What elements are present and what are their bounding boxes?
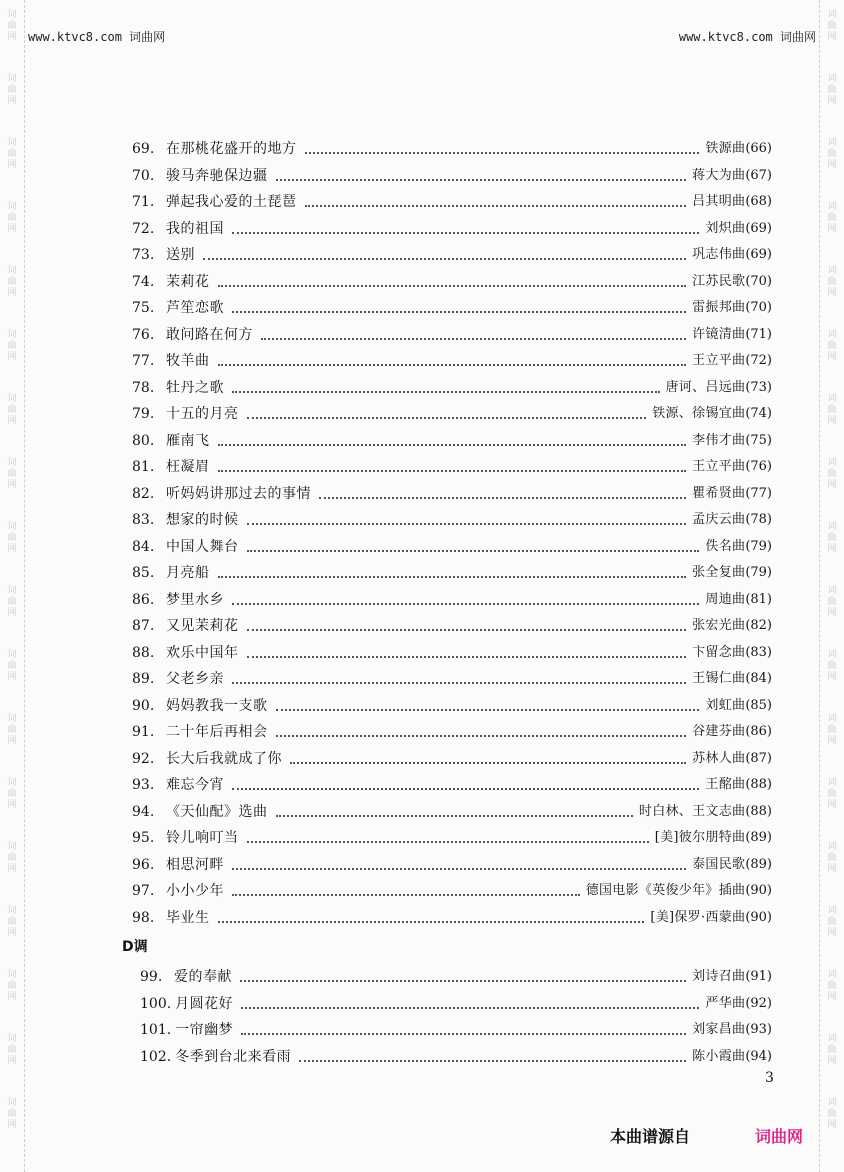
toc-entry-composer: 陈小霞曲 [692,1048,746,1064]
toc-entry-title: 牧羊曲 [166,353,210,369]
toc-entry-number: 89. [132,671,155,687]
toc-entry-page: (73) [745,379,772,395]
toc-entry[interactable] [132,795,772,821]
toc-entry-number: 86. [132,591,155,608]
toc-leader-dots [232,868,686,870]
toc-entry-title: 听妈妈讲那过去的事情 [166,485,311,502]
toc-entry-title: 爱的奉献 [174,969,232,985]
toc-entry-number: 88. [132,644,155,661]
toc-entry-number: 93. [132,777,155,793]
toc-leader-dots [232,391,660,393]
toc-entry-title: 茉莉花 [166,273,210,290]
margin-watermark: 词曲网 [7,138,17,170]
toc-entry[interactable] [132,159,772,185]
toc-entry-title: 我的祖国 [166,220,224,237]
toc-entry-page: (93) [745,1022,772,1037]
toc-entry-composer: 刘家昌曲 [692,1022,746,1037]
toc-entry[interactable] [132,291,772,317]
margin-watermark: 词曲网 [7,906,17,938]
toc-entry[interactable] [132,265,772,291]
toc-leader-dots [218,921,645,923]
toc-leader-dots [232,232,699,234]
margin-watermark: 词曲网 [827,522,837,554]
toc-entry-page: (77) [745,485,772,501]
toc-entry-page: (87) [745,750,772,766]
toc-entry-number: 80. [132,432,155,449]
margin-watermark: 词曲网 [7,1034,17,1066]
toc-entry-page: (70) [745,300,772,315]
margin-watermark: 词曲网 [827,202,837,234]
toc-entry-composer: 瞿希贤曲 [692,485,746,501]
toc-leader-dots [305,152,700,154]
toc-entry[interactable] [132,848,772,874]
toc-entry[interactable] [140,1040,772,1066]
toc-entry-composer: 铁源曲 [705,141,746,156]
toc-entry-page: (90) [745,883,772,898]
toc-entry-number: 74. [132,273,155,290]
toc-leader-dots [218,285,687,287]
toc-entry-composer: 许镜清曲 [692,326,746,342]
toc-entry-title: 骏马奔驰保边疆 [166,167,268,184]
toc-entry-title: 《天仙配》选曲 [166,803,268,820]
toc-entry-composer: 张全复曲 [692,565,746,580]
margin-watermark: 词曲网 [827,650,837,682]
toc-entry[interactable] [132,821,772,847]
toc-leader-dots [290,762,686,764]
toc-entry-page: (85) [745,697,772,713]
toc-entry-number: 73. [132,247,155,263]
margin-watermark: 词曲网 [7,266,17,298]
toc-entry-composer: 佚名曲 [705,538,746,554]
toc-leader-dots [203,258,686,260]
toc-entry-page: (69) [745,247,772,262]
margin-watermark: 词曲网 [827,778,837,810]
toc-entry-composer: 刘虹曲 [705,697,746,713]
toc-entry-number: 71. [132,194,155,210]
toc-entry-page: (66) [745,141,772,156]
toc-entry-title: 又见茉莉花 [166,618,239,634]
toc-entry-number: 85. [132,565,155,581]
margin-watermark: 词曲网 [7,330,17,362]
margin-watermark: 词曲网 [7,74,17,106]
toc-entry-composer: 王酩曲 [705,777,746,792]
toc-entry-title: 冬季到台北来看雨 [175,1048,292,1065]
toc-entry-number: 97. [132,883,155,899]
toc-entry[interactable] [132,768,772,794]
toc-leader-dots [218,470,687,472]
toc-entry-number: 70. [132,167,155,184]
toc-leader-dots [247,417,647,419]
toc-entry-title: 十五的月亮 [166,406,239,422]
toc-entry-number: 82. [132,485,155,502]
toc-entry-composer: 泰国民歌 [692,856,746,872]
toc-entry[interactable] [132,318,772,344]
toc-leader-dots [299,1060,686,1062]
margin-watermark: 词曲网 [827,138,837,170]
margin-watermark: 词曲网 [827,586,837,618]
margin-watermark: 词曲网 [7,650,17,682]
margin-watermark: 词曲网 [827,394,837,426]
toc-leader-dots [276,709,700,711]
toc-entry-composer: 严华曲 [705,995,746,1011]
toc-entry-title: 雁南飞 [166,432,210,449]
toc-entry-number: 79. [132,406,155,422]
margin-watermark: 词曲网 [7,778,17,810]
toc-entry-number: 81. [132,459,155,475]
toc-leader-dots [232,788,699,790]
toc-entry-number: 100. [140,995,172,1012]
footer-brand[interactable]: 词曲网 [755,1127,804,1146]
toc-entry-number: 84. [132,538,155,555]
toc-leader-dots [247,550,700,552]
toc-entry-composer: 卞留念曲 [692,644,746,660]
toc-entry-composer: 李伟才曲 [692,432,746,448]
toc-entry-page: (84) [745,671,772,686]
left-margin-rail [0,0,25,1172]
toc-entry-page: (78) [745,512,772,527]
toc-entry-number: 69. [132,141,155,157]
toc-entry-page: (79) [745,565,772,580]
toc-entry[interactable] [132,132,772,158]
header-url-left[interactable]: www.ktvc8.com 词曲网 [28,30,166,44]
toc-entry-composer: 苏林人曲 [692,750,746,766]
margin-watermark: 词曲网 [827,842,837,874]
toc-entry-composer: 江苏民歌 [692,273,746,289]
toc-entry-composer: 刘诗召曲 [692,969,746,984]
toc-entry-page: (94) [745,1048,772,1064]
toc-entry-title: 梦里水乡 [166,591,224,608]
toc-entry-title: 敢问路在何方 [166,326,253,343]
toc-leader-dots [276,179,687,181]
toc-entry-page: (86) [745,724,772,739]
toc-entry-page: (91) [745,969,772,984]
toc-entry-number: 99. [140,969,163,985]
toc-entry[interactable] [132,636,772,662]
header-url-right[interactable]: www.ktvc8.com 词曲网 [678,30,816,44]
toc-leader-dots [218,576,687,578]
toc-leader-dots [240,980,686,982]
toc-entry-page: (81) [745,591,772,607]
toc-entry-title: 相思河畔 [166,856,224,873]
toc-entry[interactable] [132,371,772,397]
toc-entry-number: 72. [132,220,155,237]
margin-watermark: 词曲网 [7,970,17,1002]
margin-watermark: 词曲网 [7,1098,17,1130]
toc-entry[interactable] [132,424,772,450]
toc-entry[interactable] [132,609,772,635]
toc-entry[interactable] [132,185,772,211]
toc-entry-title: 妈妈教我一支歌 [166,697,268,714]
margin-watermark: 词曲网 [7,202,17,234]
margin-watermark: 词曲网 [827,1098,837,1130]
toc-leader-dots [247,523,687,525]
toc-entry[interactable] [132,238,772,264]
margin-watermark: 词曲网 [7,394,17,426]
toc-leader-dots [247,629,687,631]
toc-entry-number: 95. [132,830,155,846]
toc-entry-page: (82) [745,618,772,633]
toc-entry[interactable] [132,530,772,556]
toc-entry[interactable] [132,450,772,476]
margin-watermark: 词曲网 [827,906,837,938]
toc-entry-title: 毕业生 [166,909,210,926]
toc-entry-number: 92. [132,750,155,767]
toc-entry-composer: 王锡仁曲 [692,671,746,686]
toc-entry-page: (90) [745,909,772,925]
toc-entry[interactable] [140,960,772,986]
toc-leader-dots [241,1007,699,1009]
toc-leader-dots [305,205,687,207]
margin-watermark: 词曲网 [827,1034,837,1066]
toc-entry-composer: [美]保罗·西蒙曲 [650,909,746,925]
toc-entry-title: 小小少年 [166,883,224,899]
toc-entry-title: 铃儿响叮当 [166,830,239,846]
margin-watermark: 词曲网 [827,74,837,106]
toc-entry-composer: 周迪曲 [705,591,746,607]
toc-entry-composer: 雷振邦曲 [692,300,746,315]
toc-entry-composer: 吕其明曲 [692,194,746,209]
toc-leader-dots [232,603,699,605]
toc-entry-page: (89) [745,830,772,845]
toc-entry-title: 弹起我心爱的土琵琶 [166,194,297,210]
toc-entry-composer: 蒋大为曲 [692,167,746,183]
toc-entry-number: 91. [132,724,155,740]
toc-entry[interactable] [132,397,772,423]
toc-entry-title: 中国人舞台 [166,538,239,555]
toc-entry[interactable] [132,344,772,370]
toc-entry[interactable] [140,987,772,1013]
toc-entry-page: (70) [745,273,772,289]
toc-entry-page: (88) [745,777,772,792]
margin-watermark: 词曲网 [827,330,837,362]
margin-watermark: 词曲网 [7,522,17,554]
toc-entry[interactable] [132,715,772,741]
margin-watermark: 词曲网 [7,842,17,874]
toc-entry-composer: 巩志伟曲 [692,247,746,262]
toc-entry-title: 芦笙恋歌 [166,300,224,316]
toc-entry-title: 一帘幽梦 [175,1022,234,1038]
toc-entry[interactable] [132,901,772,927]
toc-leader-dots [232,311,686,313]
margin-watermark: 词曲网 [7,586,17,618]
toc-leader-dots [218,364,687,366]
margin-watermark: 词曲网 [827,266,837,298]
toc-leader-dots [232,682,686,684]
toc-entry[interactable] [132,503,772,529]
toc-entry[interactable] [132,212,772,238]
toc-entry-composer: [美]彼尔朋特曲 [654,830,746,845]
toc-entry-page: (72) [745,353,772,368]
footer-source-note: 本曲谱源自 [610,1127,691,1146]
toc-entry-composer: 唐诃、吕远曲 [665,379,746,395]
toc-entry-composer: 孟庆云曲 [692,512,746,527]
toc-entry-page: (71) [745,326,772,342]
toc-leader-dots [218,444,687,446]
toc-entry-number: 101. [140,1022,172,1038]
toc-entry[interactable] [132,874,772,900]
toc-entry-title: 长大后我就成了你 [166,750,282,767]
toc-leader-dots [247,841,649,843]
toc-entry-number: 83. [132,512,155,528]
toc-entry-composer: 谷建芬曲 [692,724,746,739]
toc-entry-title: 难忘今宵 [166,777,224,793]
toc-entry-title: 欢乐中国年 [166,644,239,661]
toc-entry-composer: 铁源、徐锡宜曲 [652,406,746,421]
toc-entry-title: 牡丹之歌 [166,379,224,396]
toc-entry-number: 96. [132,856,155,873]
toc-entry-page: (69) [745,220,772,236]
toc-entry-number: 98. [132,909,155,926]
toc-entry-title: 二十年后再相会 [166,724,268,740]
toc-leader-dots [241,1033,686,1035]
margin-watermark: 词曲网 [827,10,837,42]
section-label-d-key: D调 [122,939,148,955]
toc-leader-dots [319,497,686,499]
toc-entry[interactable] [132,662,772,688]
toc-entry-composer: 时白林、王文志曲 [638,803,746,819]
toc-entry-page: (75) [745,432,772,448]
toc-entry[interactable] [132,556,772,582]
toc-entry-page: (67) [745,167,772,183]
toc-entry-number: 77. [132,353,155,369]
margin-watermark: 词曲网 [827,458,837,490]
toc-entry-number: 76. [132,326,155,343]
toc-entry-title: 月亮船 [166,565,210,581]
toc-entry-title: 枉凝眉 [166,459,210,475]
page-number: 3 [765,1070,774,1086]
right-margin-rail [819,0,844,1172]
toc-entry-title: 在那桃花盛开的地方 [166,141,297,157]
toc-entry-composer: 刘炽曲 [705,220,746,236]
toc-leader-dots [232,894,580,896]
toc-entry-number: 90. [132,697,155,714]
toc-entry-page: (83) [745,644,772,660]
toc-entry-composer: 王立平曲 [692,353,746,368]
margin-watermark: 词曲网 [7,458,17,490]
toc-entry-number: 102. [140,1048,172,1065]
margin-watermark: 词曲网 [827,714,837,746]
toc-leader-dots [261,338,686,340]
toc-entry-number: 75. [132,300,155,316]
toc-entry-page: (76) [745,459,772,474]
toc-entry[interactable] [132,477,772,503]
toc-entry-page: (79) [745,538,772,554]
toc-leader-dots [276,735,687,737]
toc-entry-number: 78. [132,379,155,396]
toc-entry-composer: 王立平曲 [692,459,746,474]
toc-entry-number: 87. [132,618,155,634]
toc-entry[interactable] [132,689,772,715]
toc-entry-page: (74) [745,406,772,421]
toc-entry[interactable] [132,583,772,609]
margin-watermark: 词曲网 [7,10,17,42]
toc-entry-page: (88) [745,803,772,819]
toc-entry-composer: 张宏光曲 [692,618,746,633]
toc-entry-title: 想家的时候 [166,512,239,528]
toc-entry-page: (68) [745,194,772,209]
margin-watermark: 词曲网 [7,714,17,746]
toc-entry-page: (92) [745,995,772,1011]
toc-entry-number: 94. [132,803,155,820]
toc-entry-title: 父老乡亲 [166,671,224,687]
toc-leader-dots [276,815,633,817]
toc-entry-page: (89) [745,856,772,872]
toc-entry-composer: 德国电影《英俊少年》插曲 [585,883,746,898]
toc-entry-title: 送别 [166,247,195,263]
toc-entry[interactable] [140,1013,772,1039]
toc-entry-title: 月圆花好 [175,995,234,1012]
margin-watermark: 词曲网 [827,970,837,1002]
toc-entry[interactable] [132,742,772,768]
toc-leader-dots [247,656,687,658]
